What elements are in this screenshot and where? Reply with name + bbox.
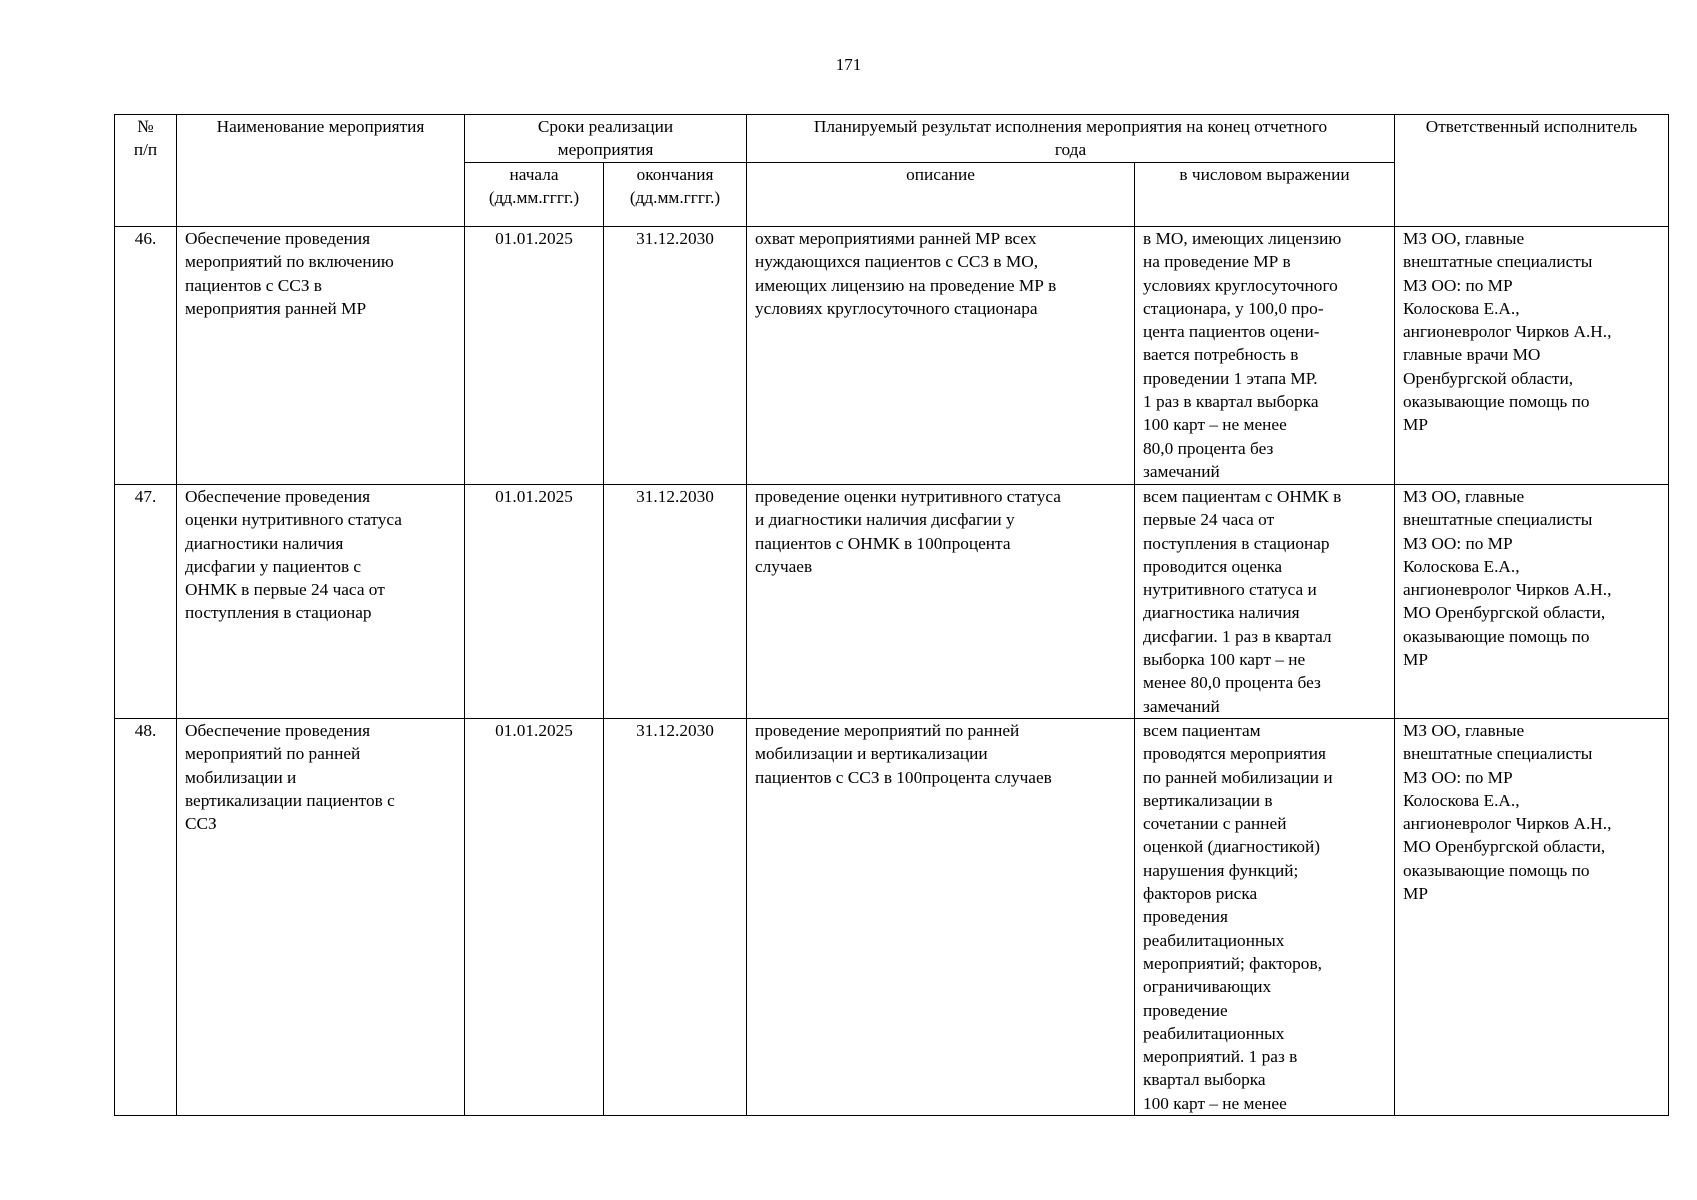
header-responsible: Ответственный исполнитель — [1395, 115, 1669, 227]
activity-name: Обеспечение проведения мероприятий по ранней мобилизации и вертикализации пациентов с ССЗ — [177, 719, 465, 1116]
result-description: проведение мероприятий по ранней мобилизации и вертикализации пациентов с ССЗ в 100процента случаев — [747, 719, 1135, 1116]
end-date: 31.12.2030 — [604, 227, 747, 485]
header-name: Наименование мероприятия — [177, 115, 465, 227]
responsible-executor: МЗ ОО, главные внештатные специалисты МЗ ОО: по МР Колоскова Е.А., ангионевролог Чирков А.Н., главные врачи МО Оренбургской области, оказывающие помощь по МР — [1395, 227, 1669, 485]
header-start: начала (дд.мм.гггг.) — [465, 163, 604, 227]
start-date: 01.01.2025 — [465, 227, 604, 485]
page-number: 171 — [835, 55, 862, 74]
activities-table — [114, 114, 1669, 1116]
result-numeric: всем пациентам с ОНМК в первые 24 часа от поступления в стационар проводится оценка нутритивного статуса и диагностика наличия дисфагии. 1 раз в квартал выборка 100 карт – не менее 80,0 процента без замечаний — [1135, 485, 1395, 719]
result-numeric: всем пациентам проводятся мероприятия по ранней мобилизации и вертикализации в сочетании с ранней оценкой (диагностикой) нарушения функций; факторов риска проведения реабилитационных мероприятий; факторов, ограничивающих проведение реабилитационных мероприятий. 1 раз в квартал выборка 100 карт – не менее — [1135, 719, 1395, 1116]
table-row — [115, 719, 1669, 1116]
header-numeric: в числовом выражении — [1135, 163, 1395, 227]
table-row — [115, 227, 1669, 485]
activity-name: Обеспечение проведения мероприятий по включению пациентов с ССЗ в мероприятия ранней МР — [177, 227, 465, 485]
result-numeric: в МО, имеющих лицензию на проведение МР в условиях круглосуточного стационара, у 100,0 про- цента пациентов оцени- вается потребность в проведении 1 этапа МР. 1 раз в квартал выборка 100 карт – не менее 80,0 процента без замечаний — [1135, 227, 1395, 485]
end-date: 31.12.2030 — [604, 719, 747, 1116]
activity-name: Обеспечение проведения оценки нутритивного статуса диагностики наличия дисфагии у пациентов с ОНМК в первые 24 часа от поступления в стационар — [177, 485, 465, 719]
header-result: Планируемый результат исполнения мероприятия на конец отчетного года — [747, 115, 1395, 163]
end-date: 31.12.2030 — [604, 485, 747, 719]
responsible-executor: МЗ ОО, главные внештатные специалисты МЗ ОО: по МР Колоскова Е.А., ангионевролог Чирков А.Н., МО Оренбургской области, оказывающие помощь по МР — [1395, 719, 1669, 1116]
row-number: 47. — [115, 485, 177, 719]
result-description: проведение оценки нутритивного статуса и диагностики наличия дисфагии у пациентов с ОНМК в 100процента случаев — [747, 485, 1135, 719]
start-date: 01.01.2025 — [465, 719, 604, 1116]
row-number: 46. — [115, 227, 177, 485]
header-description: описание — [747, 163, 1135, 227]
responsible-executor: МЗ ОО, главные внештатные специалисты МЗ ОО: по МР Колоскова Е.А., ангионевролог Чирков А.Н., МО Оренбургской области, оказывающие помощь по МР — [1395, 485, 1669, 719]
header-terms: Сроки реализации мероприятия — [465, 115, 747, 163]
header-row-1 — [115, 115, 1669, 163]
result-description: охват мероприятиями ранней МР всех нуждающихся пациентов с ССЗ в МО, имеющих лицензию на проведение МР в условиях круглосуточного стационара — [747, 227, 1135, 485]
header-end: окончания (дд.мм.гггг.) — [604, 163, 747, 227]
header-number: № п/п — [115, 115, 177, 227]
table-row — [115, 485, 1669, 719]
start-date: 01.01.2025 — [465, 485, 604, 719]
row-number: 48. — [115, 719, 177, 1116]
